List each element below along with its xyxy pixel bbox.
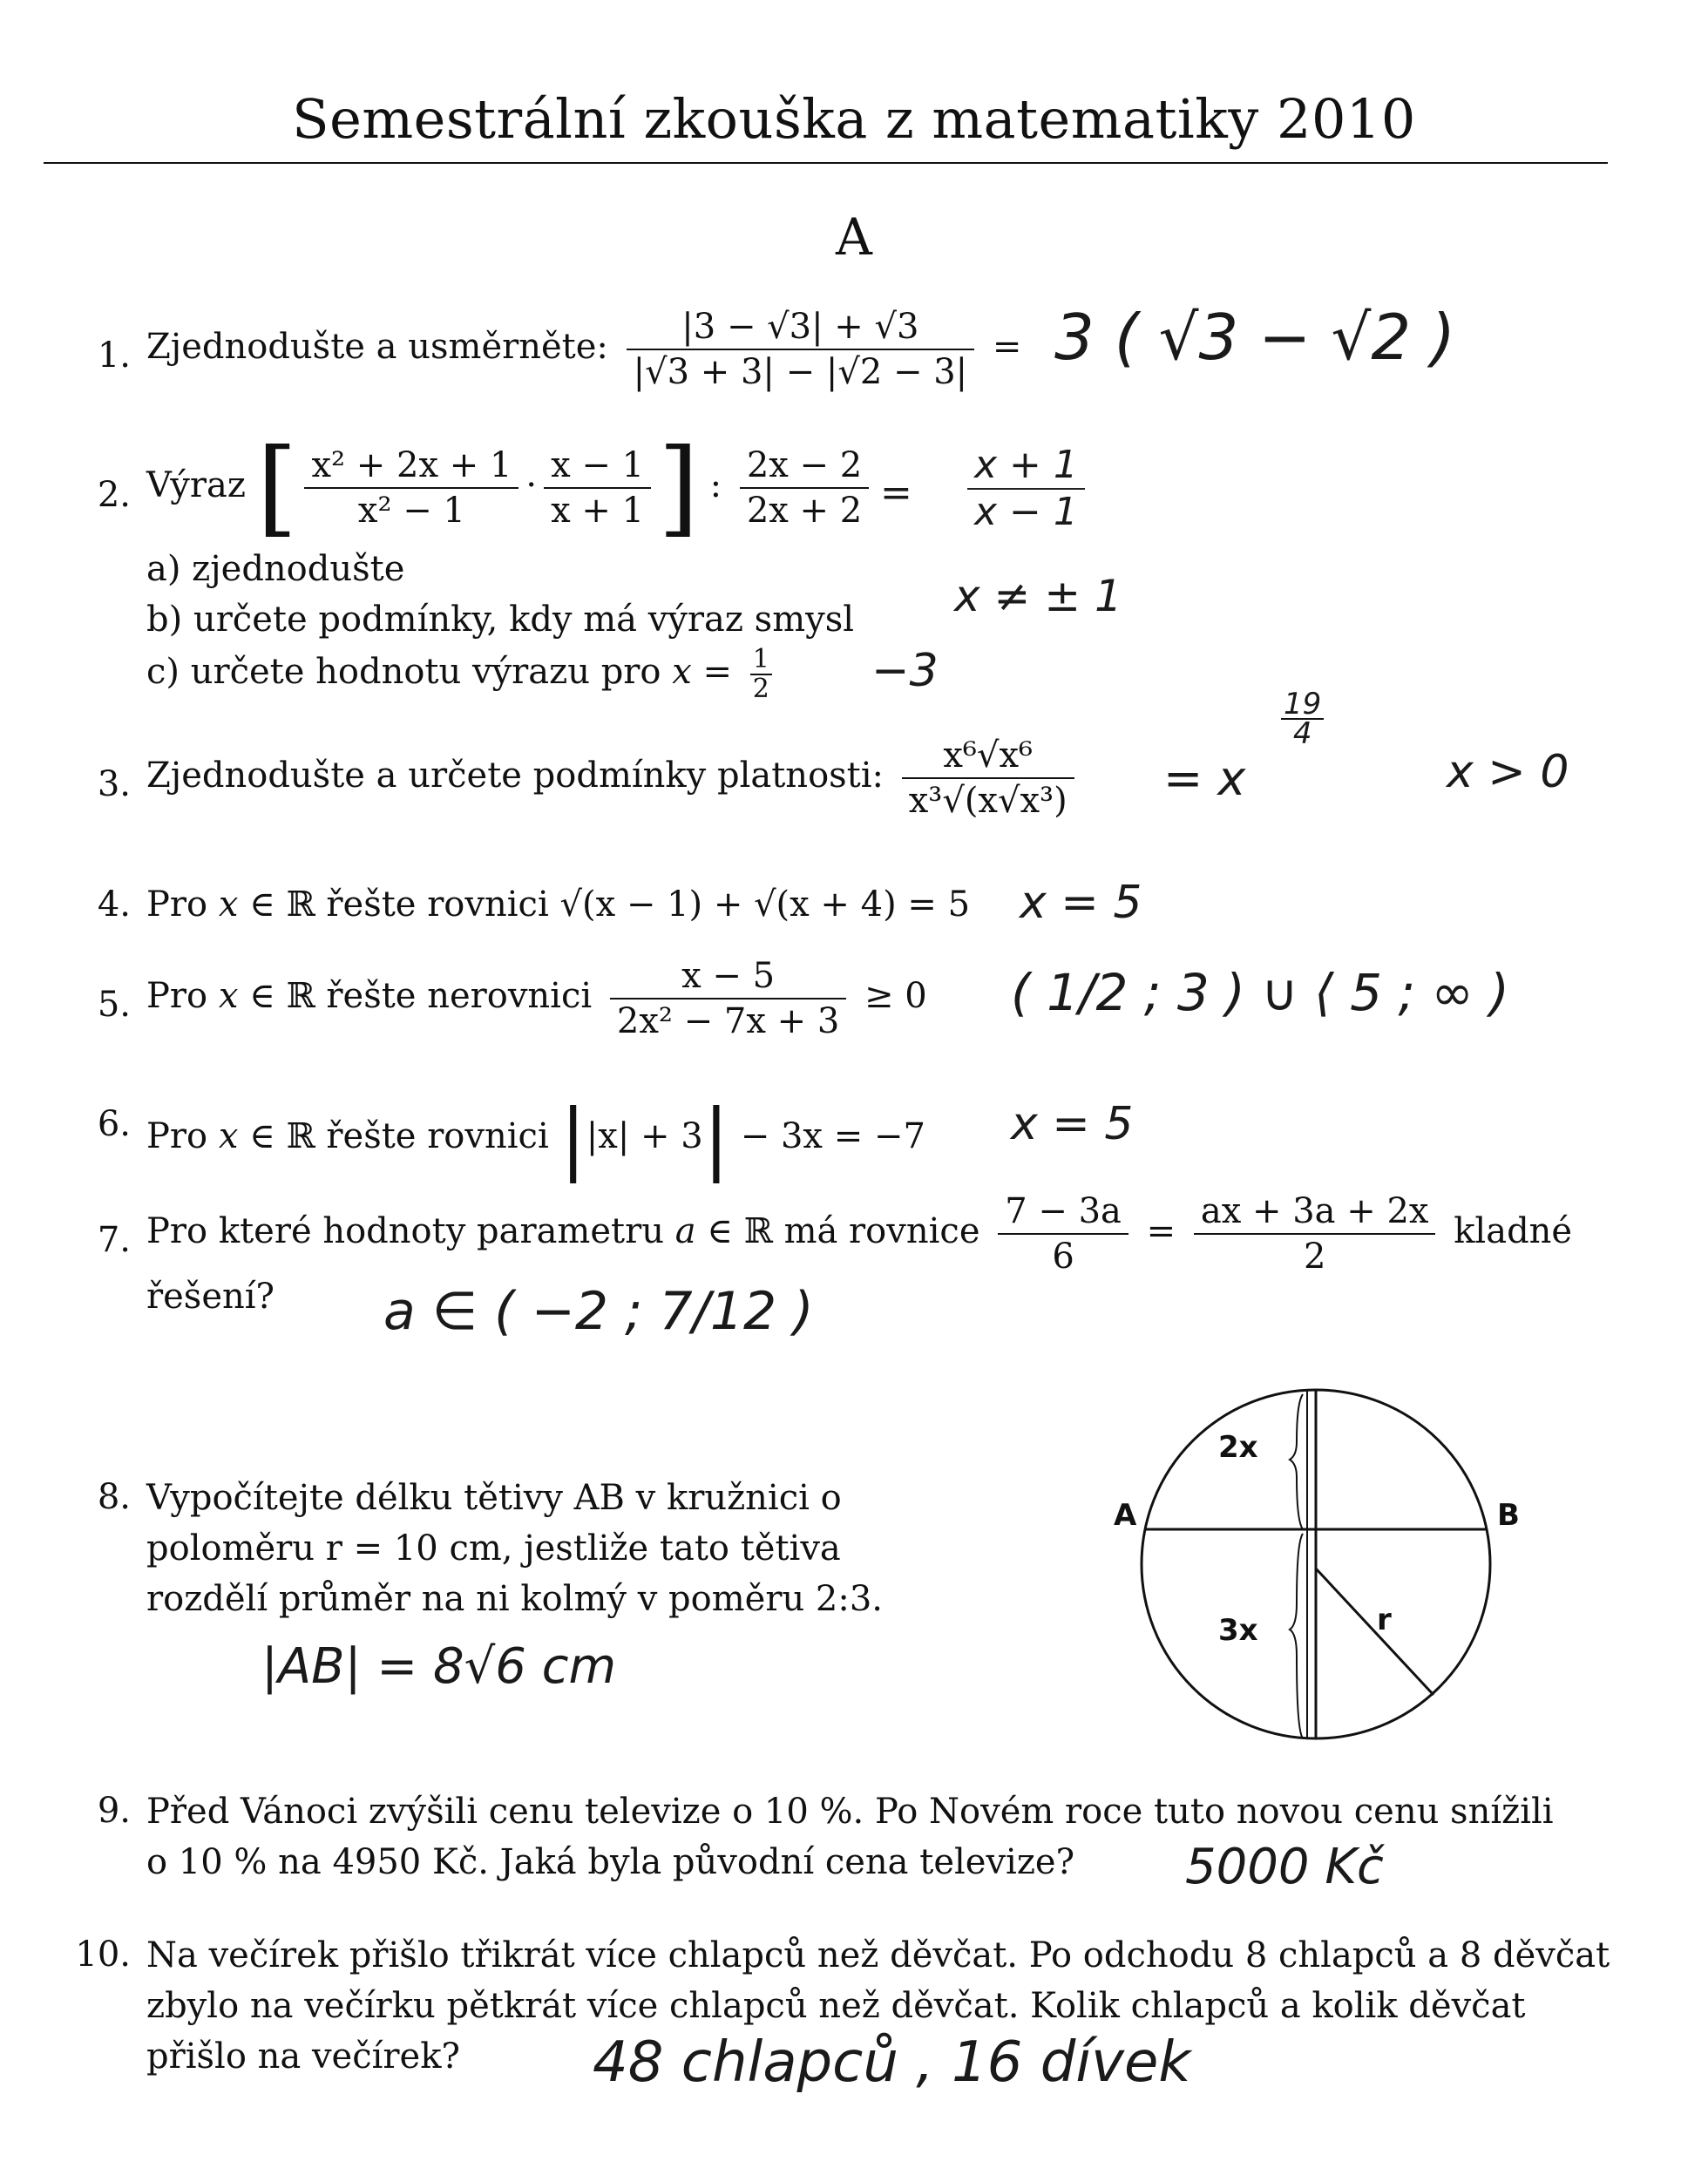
- brace-2x: [1290, 1394, 1303, 1529]
- radius-line: [1316, 1569, 1434, 1695]
- denominator: 2: [752, 674, 769, 704]
- label-b: B: [1497, 1498, 1520, 1533]
- relation: ≥ 0: [864, 976, 927, 1016]
- text: Pro: [146, 1116, 208, 1156]
- question-2c-text: c) určete hodnotu výrazu pro: [146, 652, 661, 692]
- question-6-answer: x = 5: [1011, 1098, 1134, 1150]
- label-3x: 3x: [1218, 1613, 1258, 1648]
- equals-sign: =: [1146, 1211, 1176, 1251]
- colon-operator: :: [709, 465, 722, 505]
- text: Pro: [146, 884, 208, 925]
- chord-circle-diagram: [1107, 1359, 1525, 1752]
- label-2x: 2x: [1218, 1430, 1258, 1465]
- question-5: [146, 954, 927, 1043]
- question-6-equation-tail: − 3x = −7: [740, 1116, 925, 1156]
- numerator: x² + 2x + 1: [311, 445, 512, 485]
- variable-a: a: [674, 1211, 696, 1251]
- page-title: Semestrální zkouška z matematiky 2010: [292, 87, 1416, 151]
- question-7-number: 7.: [97, 1220, 131, 1260]
- question-7: [146, 1189, 1572, 1278]
- title-rule: [44, 162, 1608, 164]
- numerator: x − 5: [681, 956, 776, 996]
- numerator: x⁶√x⁶: [943, 735, 1034, 776]
- question-8-answer: |AB| = 8√6 cm: [261, 1638, 617, 1695]
- denominator: x² − 1: [357, 491, 465, 531]
- half-fraction: [750, 646, 772, 703]
- question-7-fraction-2: [1194, 1189, 1436, 1278]
- question-2b-answer: x ≠ ± 1: [954, 571, 1122, 621]
- numerator: x − 1: [551, 445, 645, 485]
- variable-x: x: [218, 884, 239, 925]
- variable-x: x: [218, 1116, 239, 1156]
- question-3-answer: = x: [1163, 751, 1246, 806]
- question-8-line-1: Vypočítejte délku tětivy AB v kružnici o: [146, 1478, 842, 1518]
- question-4-number: 4.: [97, 884, 131, 925]
- numerator: 2x − 2: [746, 445, 863, 485]
- question-3: [146, 734, 1081, 823]
- question-9-line-2: o 10 % na 4950 Kč. Jaká byla původní cena televize?: [146, 1842, 1075, 1882]
- numerator: x + 1: [974, 443, 1078, 487]
- denominator: 2x² − 7x + 3: [616, 1001, 840, 1041]
- question-3-number: 3.: [97, 764, 131, 804]
- question-2: [146, 427, 876, 548]
- question-5-number: 5.: [97, 985, 131, 1025]
- exponent-fraction: [1281, 687, 1324, 751]
- question-4-equation: √(x − 1) + √(x + 4) = 5: [559, 884, 971, 925]
- denominator: 2: [1303, 1237, 1326, 1277]
- question-5-fraction: [610, 954, 846, 1043]
- question-7-fraction-1: [998, 1189, 1128, 1278]
- text: ∈ ℝ řešte rovnici: [249, 1116, 549, 1156]
- question-2-fraction-3: [740, 444, 869, 532]
- numerator: ax + 3a + 2x: [1200, 1191, 1429, 1231]
- text: ∈ ℝ řešte nerovnici: [249, 976, 593, 1016]
- question-10-line-2: zbylo na večírku pětkrát více chlapců než děvčat. Kolik chlapců a kolik děvčat: [146, 1986, 1526, 2026]
- variable-x: x: [218, 976, 239, 1016]
- variable-x: x: [672, 652, 692, 692]
- question-2b: b) určete podmínky, kdy má výraz smysl: [146, 600, 855, 640]
- equals-sign: =: [702, 652, 733, 692]
- equals-sign: =: [992, 327, 1022, 367]
- abs-bar-left: |: [559, 1093, 586, 1184]
- question-9-answer: 5000 Kč: [1185, 1839, 1384, 1895]
- question-5-answer: ( 1/2 ; 3 ) ∪ ⟨ 5 ; ∞ ): [1011, 963, 1509, 1022]
- question-2-fraction-1: [304, 444, 518, 532]
- numerator: 7 − 3a: [1005, 1191, 1122, 1231]
- question-6-number: 6.: [97, 1104, 131, 1144]
- question-7-line-2: řešení?: [146, 1277, 274, 1317]
- question-8-number: 8.: [97, 1477, 131, 1517]
- text: Pro: [146, 976, 208, 1016]
- question-2c: [146, 646, 779, 703]
- left-bracket: [: [256, 427, 298, 548]
- question-6-inner-expression: |x| + 3: [586, 1116, 703, 1156]
- question-1-denominator: |√3 + 3| − |√2 − 3|: [633, 352, 968, 392]
- denominator: 4: [1292, 716, 1312, 751]
- dot-operator: ·: [525, 465, 538, 505]
- numerator: 1: [752, 644, 769, 674]
- label-r: r: [1377, 1603, 1392, 1637]
- denominator: x − 1: [974, 490, 1078, 534]
- question-10-number: 10.: [75, 1935, 131, 1975]
- denominator: x³√(x√x³): [908, 781, 1068, 821]
- question-3-fraction: [902, 734, 1074, 823]
- question-1-numerator: |3 − √3| + √3: [681, 307, 919, 347]
- question-2-text: Výraz: [146, 465, 246, 505]
- text: ∈ ℝ řešte rovnici: [249, 884, 549, 925]
- denominator: 2x + 2: [746, 491, 863, 531]
- denominator: 6: [1052, 1237, 1074, 1277]
- variant-label: A: [836, 207, 872, 267]
- question-6: [146, 1093, 925, 1184]
- text: ∈ ℝ má rovnice: [707, 1211, 980, 1251]
- question-8-line-3: rozdělí průměr na ni kolmý v poměru 2:3.: [146, 1579, 884, 1619]
- question-3-text: Zjednodušte a určete podmínky platnosti:: [146, 756, 884, 796]
- question-1: [146, 305, 1021, 394]
- numerator: 19: [1284, 687, 1322, 722]
- question-9-number: 9.: [97, 1791, 131, 1831]
- question-2-fraction-2: [544, 444, 651, 532]
- abs-bar-right: |: [702, 1093, 730, 1184]
- question-1-text: Zjednodušte a usměrněte:: [146, 327, 608, 367]
- question-3-answer-exponent: [1281, 687, 1324, 751]
- question-2c-answer: −3: [871, 645, 939, 697]
- question-10-answer: 48 chlapců , 16 dívek: [593, 2030, 1191, 2095]
- answer-fraction: [967, 443, 1085, 535]
- question-7-answer: a ∈ ( −2 ; 7/12 ): [383, 1281, 814, 1342]
- question-3-condition: x > 0: [1447, 746, 1569, 798]
- question-2a: a) zjednodušte: [146, 549, 405, 589]
- brace-3x: [1290, 1534, 1303, 1738]
- question-4-answer: x = 5: [1020, 877, 1142, 929]
- question-1-answer: 3 ( √3 − √2 ): [1054, 301, 1456, 374]
- question-4: [146, 880, 970, 929]
- text: kladné: [1454, 1211, 1573, 1251]
- right-bracket: ]: [658, 427, 699, 548]
- question-9-line-1: Před Vánoci zvýšili cenu televize o 10 %. Po Novém roce tuto novou cenu snížili: [146, 1792, 1554, 1832]
- question-8-line-2: poloměru r = 10 cm, jestliže tato tětiva: [146, 1528, 841, 1569]
- question-2-number: 2.: [97, 475, 131, 515]
- question-1-fraction: [627, 305, 975, 394]
- question-1-number: 1.: [97, 335, 131, 376]
- question-2-answer-eq: =: [880, 471, 912, 515]
- text: Pro které hodnoty parametru: [146, 1211, 664, 1251]
- denominator: x + 1: [551, 491, 645, 531]
- label-a: A: [1114, 1498, 1137, 1533]
- question-10-line-1: Na večírek přišlo třikrát více chlapců než děvčat. Po odchodu 8 chlapců a 8 děvčat: [146, 1935, 1610, 1975]
- question-10-line-3: přišlo na večírek?: [146, 2036, 460, 2077]
- question-2-answer: [967, 443, 1085, 535]
